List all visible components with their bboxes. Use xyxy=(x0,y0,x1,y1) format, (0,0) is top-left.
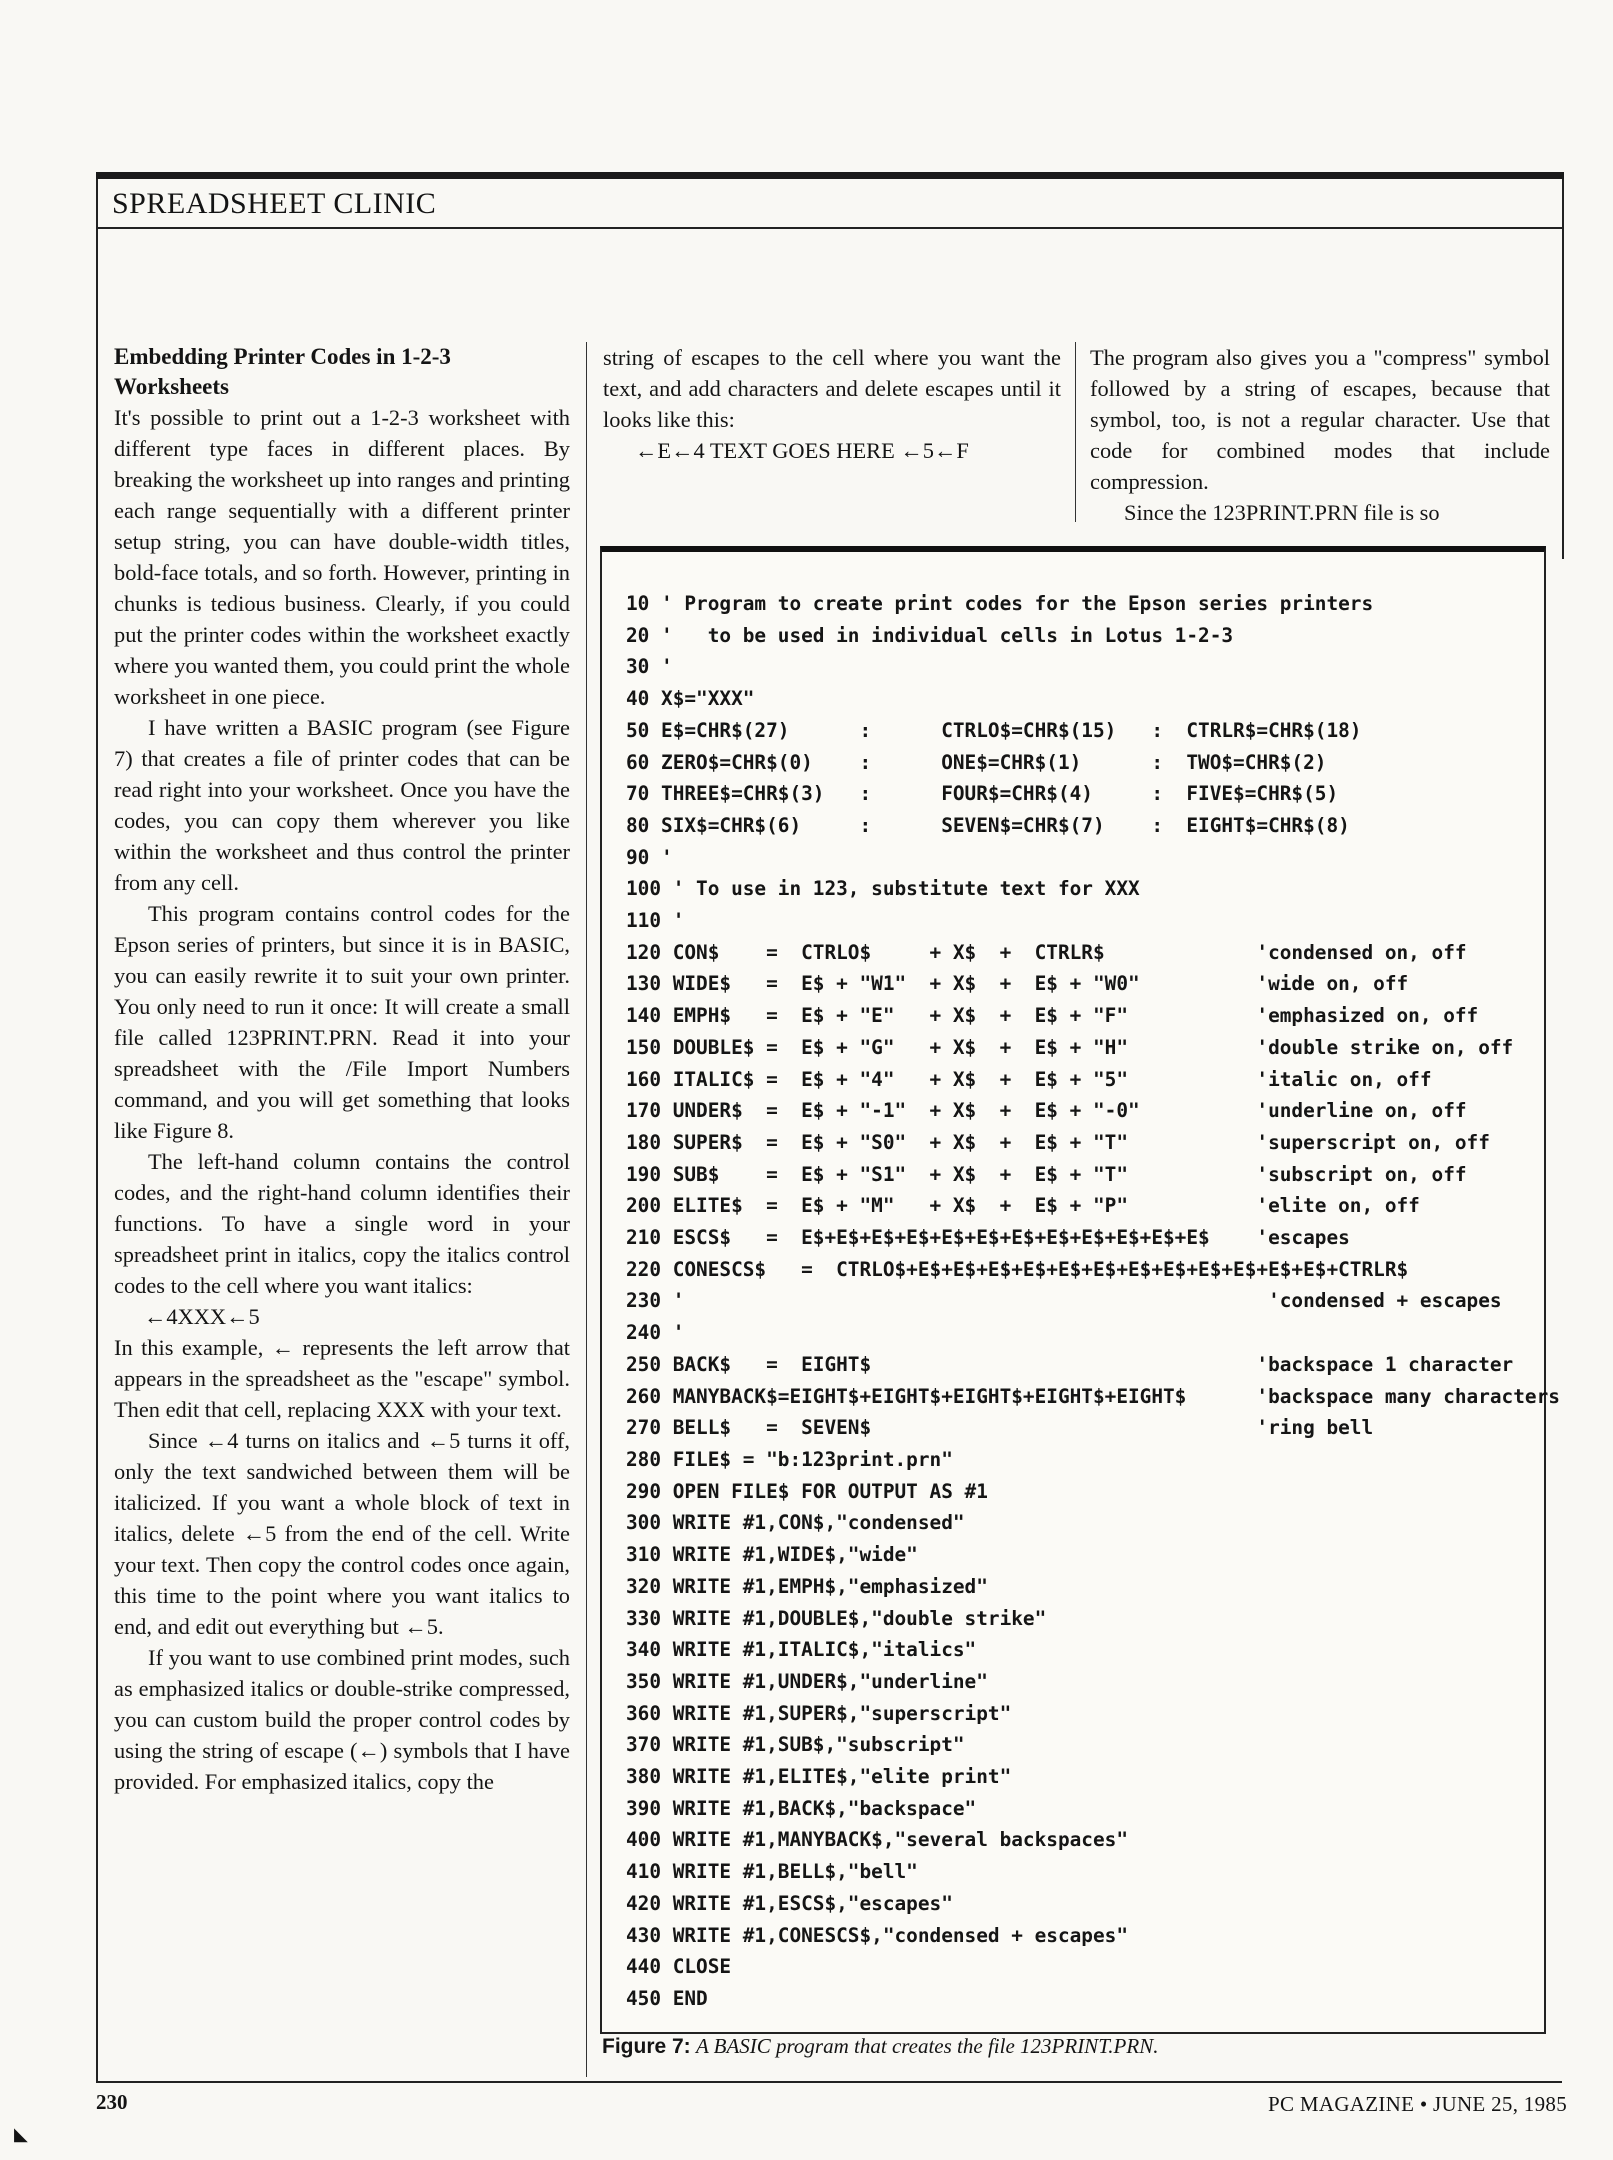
code-line: 120 CON$ = CTRLO$ + X$ + CTRLR$ 'condensed on, off xyxy=(626,940,1467,964)
code-line: 320 WRITE #1,EMPH$,"emphasized" xyxy=(626,1574,988,1598)
code-line: 280 FILE$ = "b:123print.prn" xyxy=(626,1447,953,1471)
paragraph: Since the 123PRINT.PRN file is so xyxy=(1124,500,1440,525)
code-line: 340 WRITE #1,ITALIC$,"italics" xyxy=(626,1638,977,1662)
bottom-rule xyxy=(96,2081,1562,2083)
paragraph: If you want to use combined print modes, such as emphasized italics or double-strike compressed, you can custom build the proper control codes by using the string of escape (←) symbols that I have provided. For emphasized italics, copy the xyxy=(114,1645,570,1794)
code-line: 290 OPEN FILE$ FOR OUTPUT AS #1 xyxy=(626,1479,988,1503)
top-rule xyxy=(96,172,1564,179)
paragraph: This program contains control codes for the Epson series of printers, but since it is in BASIC, you can easily rewrite it to suit your own printer. You only need to run it once: It will create a small file called 123PRINT.PRN. Read it into your spreadsheet with the /File Import Numbers command, and you will get something that looks like Figure 8. xyxy=(114,901,570,1143)
code-line: 150 DOUBLE$ = E$ + "G" + X$ + E$ + "H" 'double strike on, off xyxy=(626,1035,1514,1059)
paragraph: string of escapes to the cell where you want the text, and add characters and delete escapes until it looks like this: xyxy=(603,345,1061,432)
code-line: 430 WRITE #1,CONESCS$,"condensed + escapes" xyxy=(626,1923,1128,1947)
basic-program-listing xyxy=(626,588,1560,2015)
code-line: 260 MANYBACK$=EIGHT$+EIGHT$+EIGHT$+EIGHT$+EIGHT$ 'backspace many characters xyxy=(626,1384,1560,1408)
code-line: 440 CLOSE xyxy=(626,1955,732,1979)
paragraph: I have written a BASIC program (see Figure 7) that creates a file of printer codes that can be read right into your worksheet. Once you have the codes, you can copy them wherever you like within the worksheet and thus control the printer from any cell. xyxy=(114,715,570,895)
publication-credit: PC MAGAZINE • JUNE 25, 1985 xyxy=(1268,2092,1567,2116)
code-line: 390 WRITE #1,BACK$,"backspace" xyxy=(626,1796,977,1820)
frame-left-rule xyxy=(96,229,98,2081)
code-line: 40 X$="XXX" xyxy=(626,687,755,711)
article-column-left xyxy=(114,342,570,1797)
code-line: 90 ' xyxy=(626,845,673,869)
code-line: 170 UNDER$ = E$ + "-1" + X$ + E$ + "-0" 'underline on, off xyxy=(626,1099,1467,1123)
code-line: 380 WRITE #1,ELITE$,"elite print" xyxy=(626,1765,1012,1789)
frame-right-rule xyxy=(1562,229,1564,559)
article-heading: Embedding Printer Codes in 1-2-3 Worksheets xyxy=(114,344,451,399)
code-line: 410 WRITE #1,BELL$,"bell" xyxy=(626,1860,918,1884)
figure-caption-text: A BASIC program that creates the file 123PRINT.PRN. xyxy=(695,2034,1159,2058)
code-line: 20 ' to be used in individual cells in Lotus 1-2-3 xyxy=(626,623,1234,647)
code-line: 300 WRITE #1,CON$,"condensed" xyxy=(626,1511,965,1535)
figure-caption xyxy=(602,2034,1158,2059)
paragraph: The left-hand column contains the control codes, and the right-hand column identifies their functions. To have a single word in your spreadsheet print in italics, copy the italics control codes to the cell where you want italics: xyxy=(114,1149,570,1298)
code-line: 220 CONESCS$ = CTRLO$+E$+E$+E$+E$+E$+E$+E$+E$+E$+E$+E$+E$+CTRLR$ xyxy=(626,1257,1409,1281)
paragraph: In this example, ← represents the left arrow that appears in the spreadsheet as the "escape" symbol. Then edit that cell, replacing XXX with your text. xyxy=(114,1335,570,1422)
corner-mark: ◣ xyxy=(14,2124,28,2144)
paragraph: The program also gives you a "compress" symbol followed by a string of escapes, because that symbol, too, is not a regular character. Use that code for combined modes that include compression. xyxy=(1090,345,1550,494)
page-number: 230 xyxy=(96,2090,128,2114)
paragraph: It's possible to print out a 1-2-3 worksheet with different type faces in different places. By breaking the worksheet up into ranges and printing each range sequentially with a different printer setup string, you can have double-width titles, bold-face totals, and so forth. However, printing in chunks is tedious business. Clearly, if you could put the printer codes within the worksheet exactly where you wanted them, you could print the whole worksheet in one piece. xyxy=(114,405,570,709)
section-header xyxy=(96,179,1564,229)
code-line: 350 WRITE #1,UNDER$,"underline" xyxy=(626,1669,988,1693)
code-line: 420 WRITE #1,ESCS$,"escapes" xyxy=(626,1891,953,1915)
code-example: ←E←4 TEXT GOES HERE ←5←F xyxy=(635,438,969,463)
code-line: 230 ' 'condensed + escapes xyxy=(626,1289,1502,1313)
code-line: 80 SIX$=CHR$(6) : SEVEN$=CHR$(7) : EIGHT$=CHR$(8) xyxy=(626,813,1350,837)
code-line: 200 ELITE$ = E$ + "M" + X$ + E$ + "P" 'elite on, off xyxy=(626,1194,1420,1218)
figure-caption-label: Figure 7: xyxy=(602,2035,691,2058)
code-line: 160 ITALIC$ = E$ + "4" + X$ + E$ + "5" 'italic on, off xyxy=(626,1067,1432,1091)
column-divider xyxy=(1075,342,1076,522)
code-line: 140 EMPH$ = E$ + "E" + X$ + E$ + "F" 'emphasized on, off xyxy=(626,1004,1479,1028)
code-line: 250 BACK$ = EIGHT$ 'backspace 1 character xyxy=(626,1352,1514,1376)
code-example: ←4XXX←5 xyxy=(144,1304,260,1329)
code-line: 180 SUPER$ = E$ + "S0" + X$ + E$ + "T" 'superscript on, off xyxy=(626,1130,1490,1154)
code-line: 100 ' To use in 123, substitute text for XXX xyxy=(626,877,1140,901)
column-divider xyxy=(586,342,587,2077)
section-title: SPREADSHEET CLINIC xyxy=(112,187,437,220)
code-line: 10 ' Program to create print codes for the Epson series printers xyxy=(626,592,1374,615)
code-line: 30 ' xyxy=(626,655,673,679)
code-line: 400 WRITE #1,MANYBACK$,"several backspaces" xyxy=(626,1828,1128,1852)
code-line: 60 ZERO$=CHR$(0) : ONE$=CHR$(1) : TWO$=CHR$(2) xyxy=(626,750,1327,774)
code-line: 360 WRITE #1,SUPER$,"superscript" xyxy=(626,1701,1012,1725)
code-line: 370 WRITE #1,SUB$,"subscript" xyxy=(626,1733,965,1757)
article-column-right xyxy=(1090,342,1550,528)
article-column-middle xyxy=(603,342,1061,466)
code-line: 210 ESCS$ = E$+E$+E$+E$+E$+E$+E$+E$+E$+E$+E$+E$ 'escapes xyxy=(626,1226,1350,1250)
code-line: 310 WRITE #1,WIDE$,"wide" xyxy=(626,1543,918,1567)
code-line: 270 BELL$ = SEVEN$ 'ring bell xyxy=(626,1416,1374,1440)
code-line: 130 WIDE$ = E$ + "W1" + X$ + E$ + "W0" 'wide on, off xyxy=(626,972,1409,996)
paragraph: Since ←4 turns on italics and ←5 turns it off, only the text sandwiched between them will be italicized. If you want a whole block of text in italics, delete ←5 from the end of the cell. Write your text. Then copy the control codes once again, this time to the point where you want italics to end, and edit out everything but ←5. xyxy=(114,1428,570,1639)
code-line: 110 ' xyxy=(626,909,685,933)
code-line: 190 SUB$ = E$ + "S1" + X$ + E$ + "T" 'subscript on, off xyxy=(626,1162,1467,1186)
code-line: 70 THREE$=CHR$(3) : FOUR$=CHR$(4) : FIVE$=CHR$(5) xyxy=(626,782,1339,806)
figure-7-box xyxy=(600,546,1560,2034)
code-line: 450 END xyxy=(626,1986,708,2010)
code-line: 240 ' xyxy=(626,1321,685,1345)
code-line: 50 E$=CHR$(27) : CTRLO$=CHR$(15) : CTRLR$=CHR$(18) xyxy=(626,718,1362,742)
code-line: 330 WRITE #1,DOUBLE$,"double strike" xyxy=(626,1606,1047,1630)
